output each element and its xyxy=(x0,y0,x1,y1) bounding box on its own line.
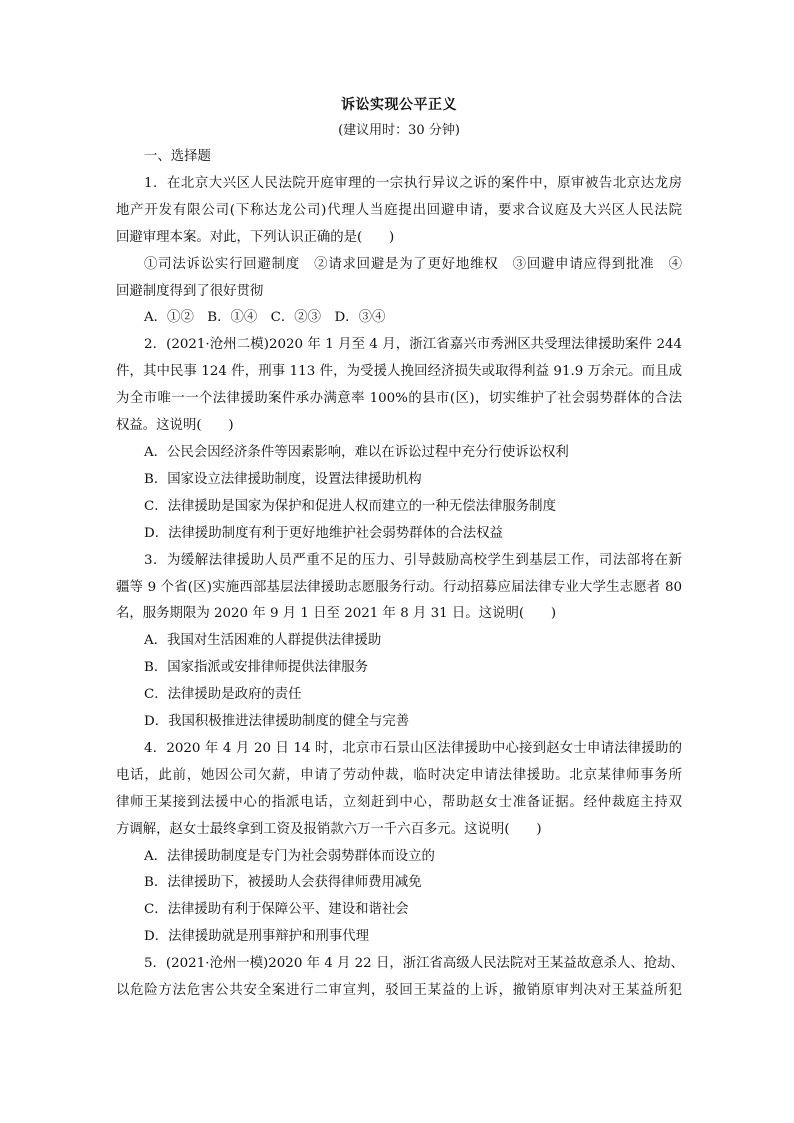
statement-line: ①司法诉讼实行回避制度 ②请求回避是为了更好地维权 ③回避申请应得到批准 ④ xyxy=(144,256,682,272)
question-text-line: 地产开发有限公司(下称达龙公司)代理人当庭提出回避申请，要求合议庭及大兴区人民法院 xyxy=(116,202,682,218)
option-b: B．国家指派或安排律师提供法律服务 xyxy=(144,660,369,676)
question-text-line: 律师王某接到法援中心的指派电话，立刻赶到中心，帮助赵女士准备证据。经仲裁庭主持双 xyxy=(116,794,682,810)
question-text-line: 疆等 9 个省(区)实施西部基层法律援助志愿服务行动。行动招募应届法律专业大学生志愿者 80 xyxy=(116,579,682,595)
answer-options: A．①② B．①④ C．②③ D．③④ xyxy=(144,310,386,326)
question-text-line: 5．(2021·沧州一模)2020 年 4 月 22 日，浙江省高级人民法院对王某益故意杀人、抢劫、 xyxy=(144,956,684,972)
question-text-line: 3．为缓解法律援助人员严重不足的压力、引导鼓励高校学生到基层工作，司法部将在新 xyxy=(144,552,682,568)
option-d: D．法律援助就是刑事辩护和刑事代理 xyxy=(144,929,369,945)
question-3 xyxy=(116,548,682,736)
question-text-line: 以危险方法危害公共安全案进行二审宣判，驳回王某益的上诉，撤销原审判决对王某益所犯 xyxy=(116,983,682,999)
section-heading: 一、选择题 xyxy=(144,149,211,164)
option-a: A．法律援助制度是专门为社会弱势群体而设立的 xyxy=(144,848,435,864)
document-title: 诉讼实现公平正义 xyxy=(341,97,457,113)
question-text-line: 电话，此前，她因公司欠薪，申请了劳动仲裁，临时决定申请法律援助。北京某律师事务所 xyxy=(116,767,682,783)
question-text-line: 权益。这说明( ) xyxy=(116,418,234,434)
question-2 xyxy=(116,332,682,547)
option-b: B．法律援助下，被援助人会获得律师费用减免 xyxy=(144,875,422,891)
statement-line: 回避制度得到了很好贯彻 xyxy=(116,283,264,299)
question-5 xyxy=(116,951,682,1005)
question-1 xyxy=(116,171,682,332)
question-text-line: 为全市唯一一个法律援助案件承办满意率 100%的县市(区)，切实维护了社会弱势群体的合法 xyxy=(116,391,682,407)
option-c: C．法律援助是政府的责任 xyxy=(144,687,302,703)
question-text-line: 2．(2021·沧州二模)2020 年 1 月至 4 月，浙江省嘉兴市秀洲区共受理法律援助案件 244 xyxy=(144,337,682,353)
option-d: D．法律援助制度有利于更好地维护社会弱势群体的合法权益 xyxy=(144,525,503,541)
option-a: A．我国对生活困难的人群提供法律援助 xyxy=(144,633,382,649)
question-text-line: 1．在北京大兴区人民法院开庭审理的一宗执行异议之诉的案件中，原审被告北京达龙房 xyxy=(144,175,682,191)
option-d: D．我国积极推进法律援助制度的健全与完善 xyxy=(144,714,410,730)
question-text-line: 回避审理本案。对此，下列认识正确的是( ) xyxy=(116,229,395,245)
document-subtitle: (建议用时：30 分钟) xyxy=(338,123,460,138)
option-c: C．法律援助有利于保障公平、建设和谐社会 xyxy=(144,902,409,918)
question-text-line: 4．2020 年 4 月 20 日 14 时，北京市石景山区法律援助中心接到赵女士申请法律援助的 xyxy=(144,740,682,756)
question-text-line: 名，服务期限为 2020 年 9 月 1 日至 2021 年 8 月 31 日。这说明( ) xyxy=(116,606,557,622)
option-a: A．公民会因经济条件等因素影响，难以在诉讼过程中充分行使诉讼权利 xyxy=(144,444,569,460)
document-page xyxy=(116,92,682,1005)
question-text-line: 件，其中民事 124 件，刑事 113 件，为受援人挽回经济损失或取得利益 91.9 万余元。而且成 xyxy=(116,364,682,380)
question-text-line: 方调解，赵女士最终拿到工资及报销款六万一千六百多元。这说明( ) xyxy=(116,821,542,837)
question-4 xyxy=(116,736,682,951)
option-b: B．国家设立法律援助制度，设置法律援助机构 xyxy=(144,471,422,487)
option-c: C．法律援助是国家为保护和促进人权而建立的一种无偿法律服务制度 xyxy=(144,498,556,514)
